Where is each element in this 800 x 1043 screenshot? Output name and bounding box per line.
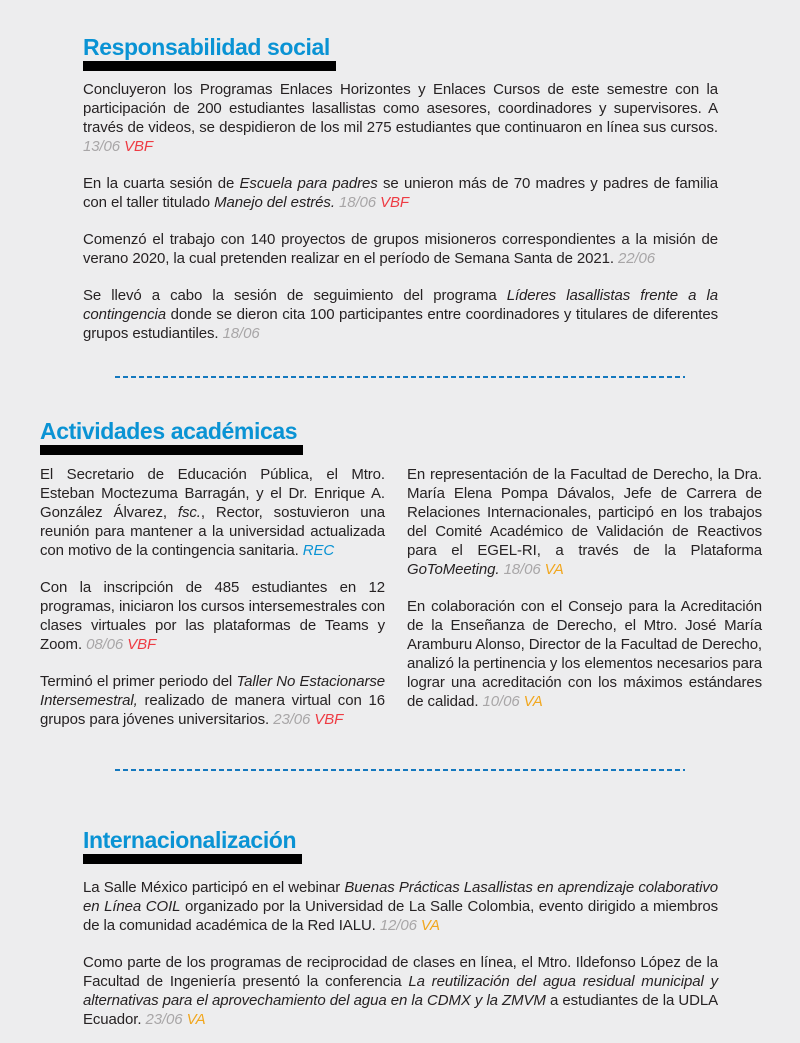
text-segment-date: 12/06 bbox=[379, 917, 421, 934]
text-segment-tag-red: VBF bbox=[314, 711, 344, 728]
text-segment-tag-orange: VA bbox=[523, 693, 543, 710]
section-title-actividades-academicas: Actividades académicas bbox=[40, 418, 298, 444]
text-segment-italic: GoToMeeting. bbox=[407, 561, 500, 578]
text-segment-tag-red: VBF bbox=[127, 636, 157, 653]
text-segment-date: 08/06 bbox=[86, 636, 128, 653]
text-segment-italic: Escuela para padres bbox=[239, 175, 378, 192]
section-heading bbox=[83, 35, 330, 71]
text-segment: donde se dieron cita 100 participantes entre coordinadores y titulares de diferentes grupos estudiantiles. bbox=[83, 306, 723, 342]
text-segment-date: 10/06 bbox=[482, 693, 524, 710]
text-segment: Como parte de los programas de reciprocidad de clases en línea, el Mtro. Ildefonso López de la Facultad de Ingeniería presentó la conferencia bbox=[83, 954, 723, 990]
text-segment-tag-orange: VA bbox=[186, 1011, 206, 1028]
paragraph-secretario-educacion bbox=[40, 465, 390, 560]
text-segment-date: 22/06 bbox=[618, 250, 656, 267]
column-left bbox=[40, 465, 390, 747]
section-heading bbox=[40, 419, 297, 455]
paragraph-cursos-intersemestrales bbox=[40, 578, 390, 654]
text-segment-tag-orange: VA bbox=[420, 917, 440, 934]
text-segment: Terminó el primer periodo del bbox=[40, 673, 237, 690]
text-segment-date: 23/06 bbox=[145, 1011, 187, 1028]
text-segment: En representación de la Facultad de Derecho, la Dra. María Elena Pompa Dávalos, Jefe de Carrera de Relaciones Internacionales, participó en los trabajos del Comité Académico de Validación de Reactivos para el EGEL-RI, a través de la Plataforma bbox=[407, 466, 767, 559]
text-segment-date: 18/06 bbox=[503, 561, 545, 578]
section-title-internacionalizacion: Internacionalización bbox=[83, 827, 297, 853]
text-segment-tag-blue: REC bbox=[302, 542, 335, 559]
heading-underline-bar bbox=[83, 854, 302, 864]
paragraph-lideres-lasallistas bbox=[83, 286, 723, 343]
section-body bbox=[83, 80, 723, 343]
section-divider-dashed bbox=[115, 769, 685, 772]
section-body bbox=[83, 878, 723, 1029]
text-segment: a estudiantes de la UDLA Ecuador. bbox=[83, 992, 723, 1028]
text-segment-italic: Líderes lasallistas frente a la contingencia bbox=[83, 287, 723, 323]
text-segment: , Rector, sostuvieron una reunión para mantener a la universidad actualizada con motivo de la contingencia sanitaria. bbox=[40, 504, 390, 559]
two-column-layout bbox=[40, 465, 767, 747]
text-segment-tag-orange: VA bbox=[544, 561, 564, 578]
text-segment-date: 18/06 bbox=[338, 194, 381, 211]
text-segment: El Secretario de Educación Pública, el Mtro. Esteban Moctezuma Barragán, y el Dr. Enrique A. González Álvarez, bbox=[40, 466, 390, 521]
text-segment: organizado por la Universidad de La Salle Colombia, evento dirigido a miembros de la comunidad académica de la Red IALU. bbox=[83, 898, 723, 934]
text-segment-italic: fsc. bbox=[177, 504, 201, 521]
text-segment-date: 23/06 bbox=[273, 711, 315, 728]
text-segment: En la cuarta sesión de bbox=[83, 175, 240, 192]
section-divider-dashed bbox=[115, 376, 685, 379]
text-segment: Concluyeron los Programas Enlaces Horizontes y Enlaces Cursos de este semestre con la participación de 200 estudiantes lasallistas como asesores, coordinadores y supervisores. A través de videos, se despidieron de los mil 275 estudiantes que continuaron en línea sus cursos. bbox=[83, 81, 723, 136]
paragraph-taller-no-estacionarse bbox=[40, 672, 390, 729]
text-segment: se unieron más de 70 madres y padres de familia con el taller titulado bbox=[83, 175, 723, 211]
paragraph-grupos-misioneros bbox=[83, 230, 723, 268]
text-segment: Con la inscripción de 485 estudiantes en 12 programas, iniciaron los cursos intersemestrales con clases virtuales por las plataformas de Teams y Zoom. bbox=[40, 579, 390, 653]
text-segment: realizado de manera virtual con 16 grupos para jóvenes universitarios. bbox=[40, 692, 390, 728]
heading-underline-bar bbox=[40, 445, 303, 455]
text-segment-date: 18/06 bbox=[222, 325, 260, 342]
heading-underline-bar bbox=[83, 61, 336, 71]
section-responsabilidad-social bbox=[83, 34, 723, 361]
section-heading bbox=[83, 828, 296, 864]
text-segment-italic: Manejo del estrés. bbox=[214, 194, 335, 211]
text-segment-italic: Buenas Prácticas Lasallistas en aprendizaje colaborativo en Línea COIL bbox=[83, 879, 723, 915]
text-segment: Comenzó el trabajo con 140 proyectos de grupos misioneros correspondientes a la misión de verano 2020, la cual pretenden realizar en el período de Semana Santa de 2021. bbox=[83, 231, 723, 267]
paragraph-reciprocidad-clases bbox=[83, 953, 723, 1029]
section-internacionalizacion bbox=[83, 827, 723, 1043]
text-segment: Se llevó a cabo la sesión de seguimiento del programa bbox=[83, 287, 507, 304]
section-title-responsabilidad-social: Responsabilidad social bbox=[83, 34, 330, 60]
paragraph-escuela-para-padres bbox=[83, 174, 723, 212]
text-segment-tag-red: VBF bbox=[124, 138, 153, 155]
text-segment-italic: Taller No Estacionarse Intersemestral, bbox=[40, 673, 390, 709]
text-segment-tag-red: VBF bbox=[380, 194, 409, 211]
paragraph-acreditacion-derecho bbox=[407, 597, 767, 711]
text-segment: En colaboración con el Consejo para la Acreditación de la Enseñanza de Derecho, el Mtro. José María Aramburu Alonso, Director de la Facultad de Derecho, analizó la pertinencia y los elementos necesarios para lograr una acreditación con los máximos estándares de calidad. bbox=[407, 598, 767, 710]
text-segment: La Salle México participó en el webinar bbox=[83, 879, 345, 896]
column-right bbox=[407, 465, 767, 747]
paragraph-facultad-derecho-egel bbox=[407, 465, 767, 579]
paragraph-webinar-coil bbox=[83, 878, 723, 935]
section-actividades-academicas bbox=[40, 418, 767, 747]
text-segment-italic: La reutilización del agua residual municipal y alternativas para el aprovechamiento del agua en la CDMX y la ZMVM bbox=[83, 973, 723, 1009]
paragraph-enlaces bbox=[83, 80, 723, 156]
text-segment-date: 13/06 bbox=[83, 138, 125, 155]
